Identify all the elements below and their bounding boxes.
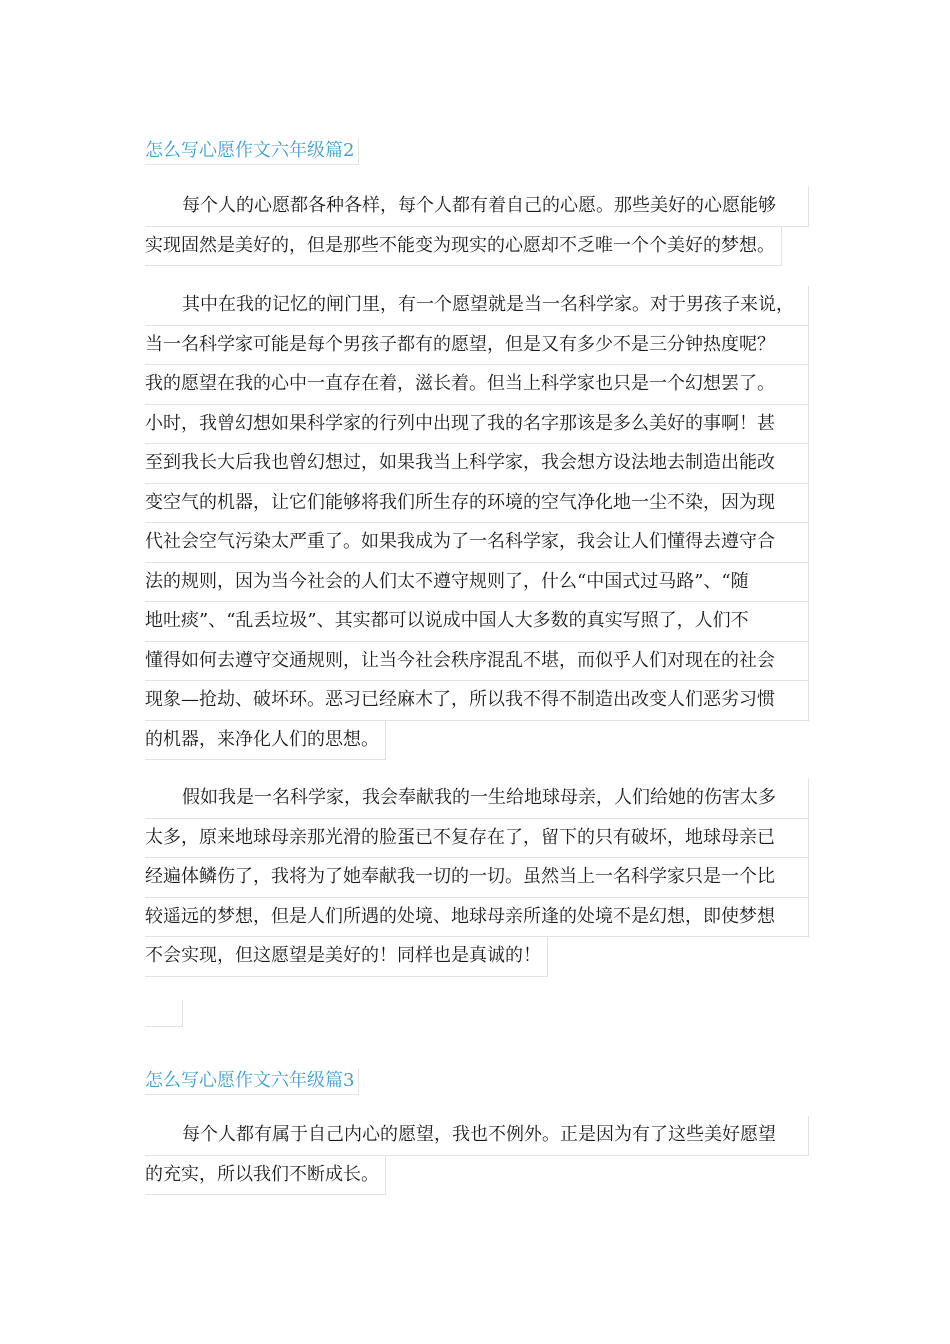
text-line: 我的愿望在我的心中一直存在着，滋长着。但当上科学家也只是一个幻想罢了。 <box>145 365 809 405</box>
text-line: 现象—抢劫、破坏环。恶习已经麻木了，所以我不得不制造出改变人们恶劣习惯 <box>145 681 809 721</box>
text-line: 小时，我曾幻想如果科学家的行列中出现了我的名字那该是多么美好的事啊！甚 <box>145 405 809 445</box>
text-line: 的充实，所以我们不断成长。 <box>145 1156 386 1196</box>
text-line: 法的规则，因为当今社会的人们太不遵守规则了，什么“中国式过马路”、“随 <box>145 563 809 603</box>
text-line: 地吐痰”、“乱丢垃圾”、其实都可以说成中国人大多数的真实写照了，人们不 <box>145 602 809 642</box>
text-line: 不会实现，但这愿望是美好的！同样也是真诚的！ <box>145 937 548 977</box>
text-line: 太多，原来地球母亲那光滑的脸蛋已不复存在了，留下的只有破坏，地球母亲已 <box>145 819 809 859</box>
text-line: 较遥远的梦想，但是人们所遇的处境、地球母亲所逢的处境不是幻想，即使梦想 <box>145 898 809 938</box>
text-line: 经遍体鳞伤了，我将为了她奉献我一切的一切。虽然当上一名科学家只是一个比 <box>145 858 809 898</box>
text-line: 懂得如何去遵守交通规则，让当今社会秩序混乱不堪，而似乎人们对现在的社会 <box>145 642 809 682</box>
text-line: 其中在我的记忆的闸门里，有一个愿望就是当一名科学家。对于男孩子来说， <box>145 286 809 326</box>
section-heading: 怎么写心愿作文六年级篇3 <box>145 1068 359 1095</box>
text-line: 代社会空气污染太严重了。如果我成为了一名科学家，我会让人们懂得去遵守合 <box>145 523 809 563</box>
text-line: 的机器，来净化人们的思想。 <box>145 721 386 761</box>
paragraph <box>145 187 809 270</box>
text-line: 当一名科学家可能是每个男孩子都有的愿望，但是又有多少不是三分钟热度呢？ <box>145 326 809 366</box>
paragraph <box>145 286 809 764</box>
text-line: 每个人都有属于自己内心的愿望，我也不例外。正是因为有了这些美好愿望 <box>145 1116 809 1156</box>
text-line: 假如我是一名科学家，我会奉献我的一生给地球母亲，人们给她的伤害太多 <box>145 779 809 819</box>
paragraph <box>145 1116 809 1199</box>
text-line: 至到我长大后我也曾幻想过，如果我当上科学家，我会想方设法地去制造出能改 <box>145 444 809 484</box>
section-heading: 怎么写心愿作文六年级篇2 <box>145 138 359 165</box>
text-line: 实现固然是美好的，但是那些不能变为现实的心愿却不乏唯一个个美好的梦想。 <box>145 227 782 267</box>
paragraph <box>145 779 809 981</box>
text-line: 变空气的机器，让它们能够将我们所生存的环境的空气净化地一尘不染，因为现 <box>145 484 809 524</box>
empty-text-box <box>145 1000 183 1027</box>
text-line: 每个人的心愿都各种各样，每个人都有着自己的心愿。那些美好的心愿能够 <box>145 187 809 227</box>
